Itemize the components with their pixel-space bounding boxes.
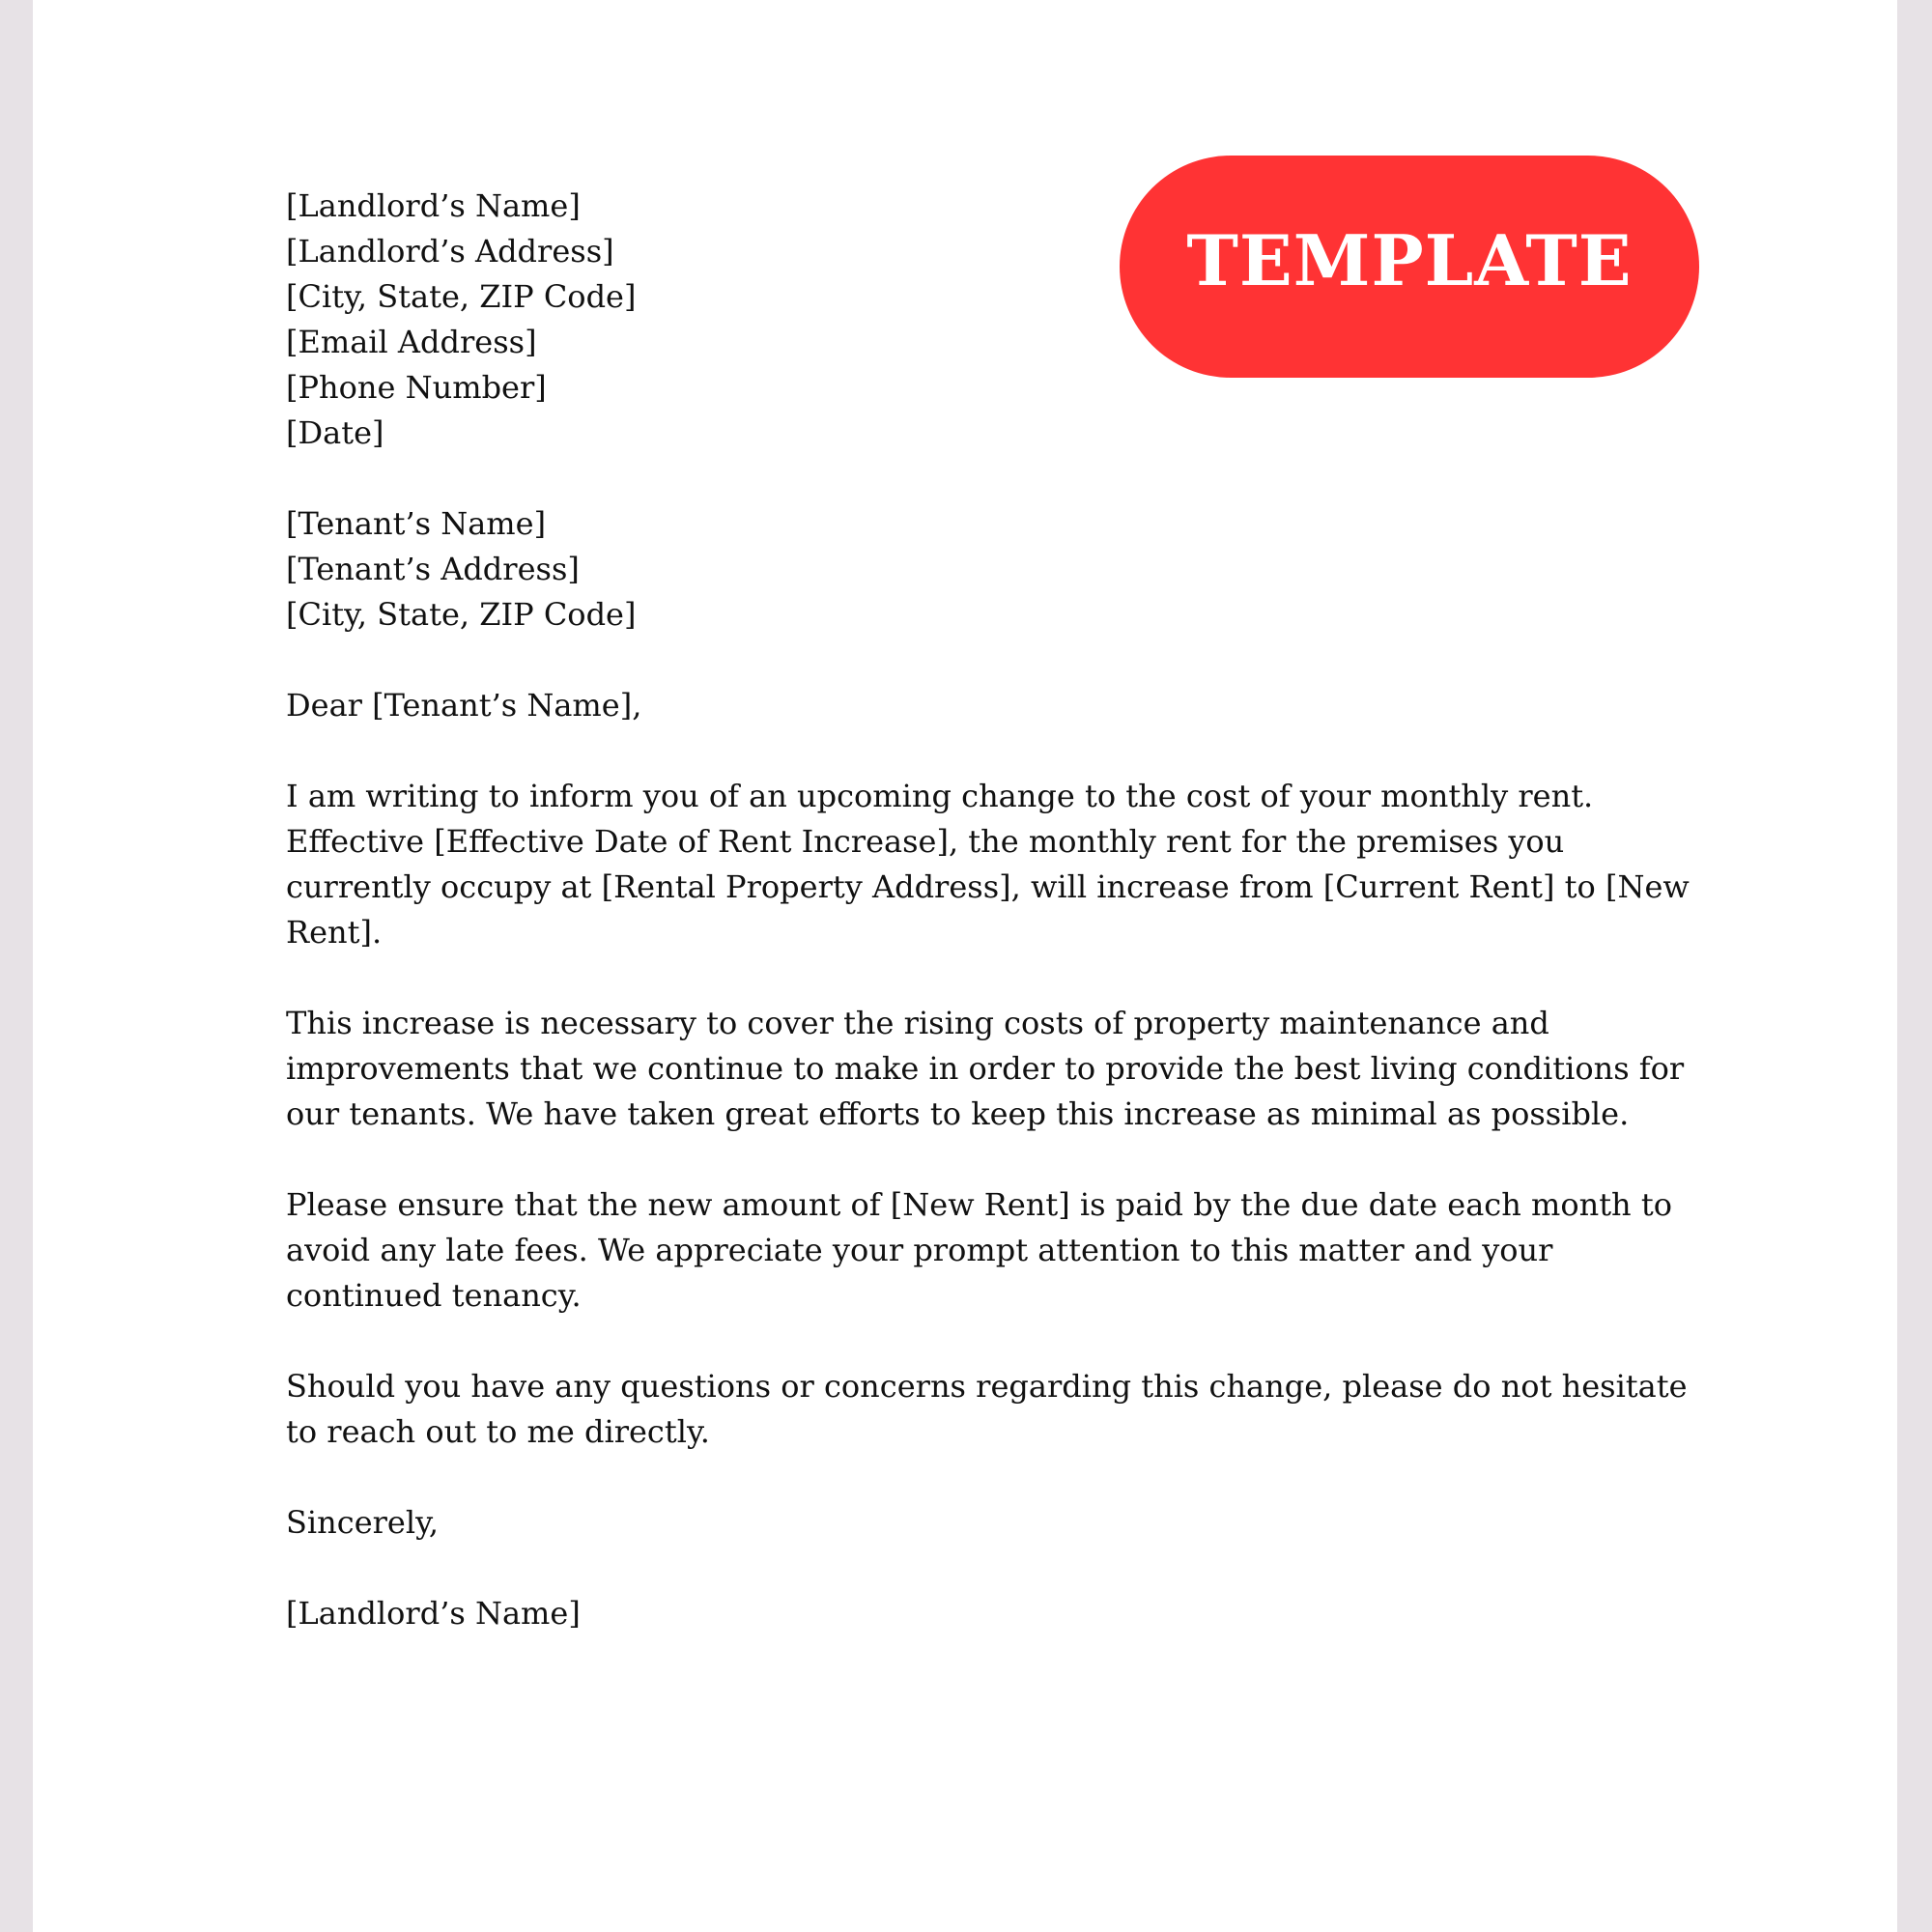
signature: [Landlord’s Name] xyxy=(286,1595,581,1632)
sender-name: [Landlord’s Name] xyxy=(286,187,581,224)
sender-address: [Landlord’s Address] xyxy=(286,233,614,270)
sender-phone: [Phone Number] xyxy=(286,369,547,406)
sender-block xyxy=(286,184,1716,456)
recipient-city-state-zip: [City, State, ZIP Code] xyxy=(286,596,637,633)
document-page xyxy=(33,0,1897,1932)
sender-city-state-zip: [City, State, ZIP Code] xyxy=(286,278,637,315)
closing: Sincerely, xyxy=(286,1504,440,1541)
salutation: Dear [Tenant’s Name], xyxy=(286,687,642,724)
recipient-block xyxy=(286,501,1716,638)
template-badge-label: TEMPLATE xyxy=(1186,218,1633,301)
letter-date: [Date] xyxy=(286,414,384,451)
letter-body xyxy=(286,184,1716,1682)
paragraph-questions: Should you have any questions or concerns regarding this change, please do not hesitate to reach out to me directly. xyxy=(286,1368,1688,1450)
paragraph-reason: This increase is necessary to cover the rising costs of property maintenance and improvements that we continue to make in order to provide the best living conditions for our tenants. We have taken great efforts to keep this increase as minimal as possible. xyxy=(286,1005,1685,1132)
paragraph-payment: Please ensure that the new amount of [New Rent] is paid by the due date each month to avoid any late fees. We appreciate your prompt attention to this matter and your continued tenancy. xyxy=(286,1186,1672,1314)
recipient-address: [Tenant’s Address] xyxy=(286,551,580,587)
recipient-name: [Tenant’s Name] xyxy=(286,505,547,542)
sender-email: [Email Address] xyxy=(286,324,537,360)
paragraph-rent-change: I am writing to inform you of an upcoming change to the cost of your monthly rent. Effective [Effective Date of Rent Increase], the monthly rent for the premises you currently occupy at [Rental Property Address], will increase from [Current Rent] to [New Rent]. xyxy=(286,778,1690,951)
